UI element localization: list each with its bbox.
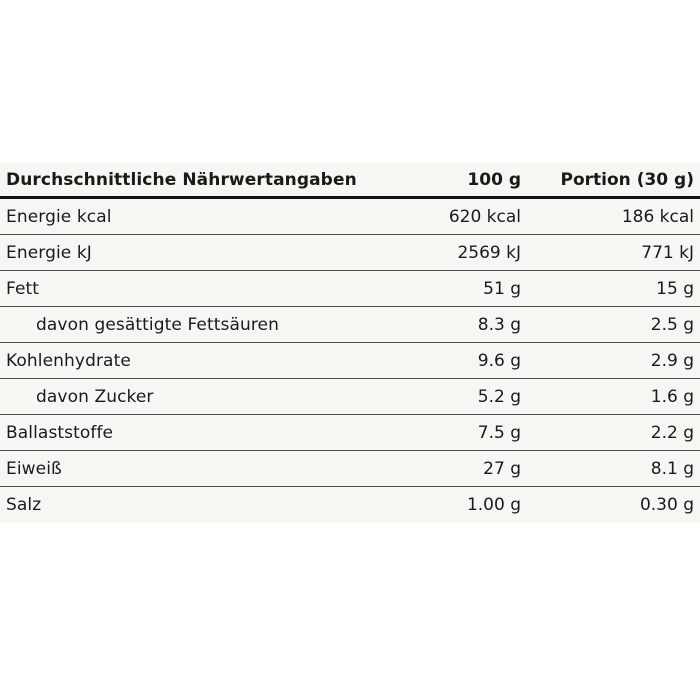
- row-value-100g: 7.5 g: [477, 422, 521, 443]
- row-label: Energie kcal: [6, 206, 112, 227]
- row-label: davon Zucker: [36, 386, 154, 407]
- row-value-100g: 9.6 g: [477, 350, 521, 371]
- row-value-100g: 5.2 g: [477, 386, 521, 407]
- table-body: [0, 199, 700, 523]
- row-value-100g: 8.3 g: [477, 314, 521, 335]
- header-label-nutrition-values: Durchschnittliche Nährwertangaben: [6, 169, 357, 190]
- row-label: Eiweiß: [6, 458, 62, 479]
- row-value-portion: 771 kJ: [641, 242, 694, 263]
- row-label: Salz: [6, 495, 42, 515]
- table-row: [0, 451, 700, 487]
- table-header-row: [0, 163, 700, 199]
- row-value-100g: 1.00 g: [466, 495, 521, 515]
- table-row: [0, 271, 700, 307]
- header-column-100g: 100 g: [467, 169, 521, 190]
- row-label: davon gesättigte Fettsäuren: [36, 314, 279, 335]
- row-value-100g: 2569 kJ: [457, 242, 521, 263]
- row-value-portion: 2.2 g: [650, 422, 694, 443]
- row-value-portion: 2.9 g: [650, 350, 694, 371]
- row-value-100g: 620 kcal: [448, 206, 521, 227]
- row-value-portion: 2.5 g: [650, 314, 694, 335]
- row-value-100g: 27 g: [483, 458, 521, 479]
- table-row: [0, 415, 700, 451]
- table-row: [0, 343, 700, 379]
- row-label: Fett: [6, 278, 40, 299]
- row-label: Ballaststoffe: [6, 422, 114, 443]
- row-value-portion: 1.6 g: [650, 386, 694, 407]
- row-label: Kohlenhydrate: [6, 350, 131, 371]
- row-value-portion: 186 kcal: [621, 206, 694, 227]
- header-column-portion: Portion (30 g): [560, 169, 694, 190]
- row-value-portion: 15 g: [656, 278, 694, 299]
- row-value-portion: 8.1 g: [650, 458, 694, 479]
- nutrition-table: [0, 163, 700, 523]
- table-row: [0, 379, 700, 415]
- row-value-portion: 0.30 g: [639, 495, 694, 515]
- row-label: Energie kJ: [6, 242, 92, 263]
- table-row: [0, 487, 700, 523]
- row-value-100g: 51 g: [483, 278, 521, 299]
- table-row: [0, 307, 700, 343]
- table-row: [0, 199, 700, 235]
- table-row: [0, 235, 700, 271]
